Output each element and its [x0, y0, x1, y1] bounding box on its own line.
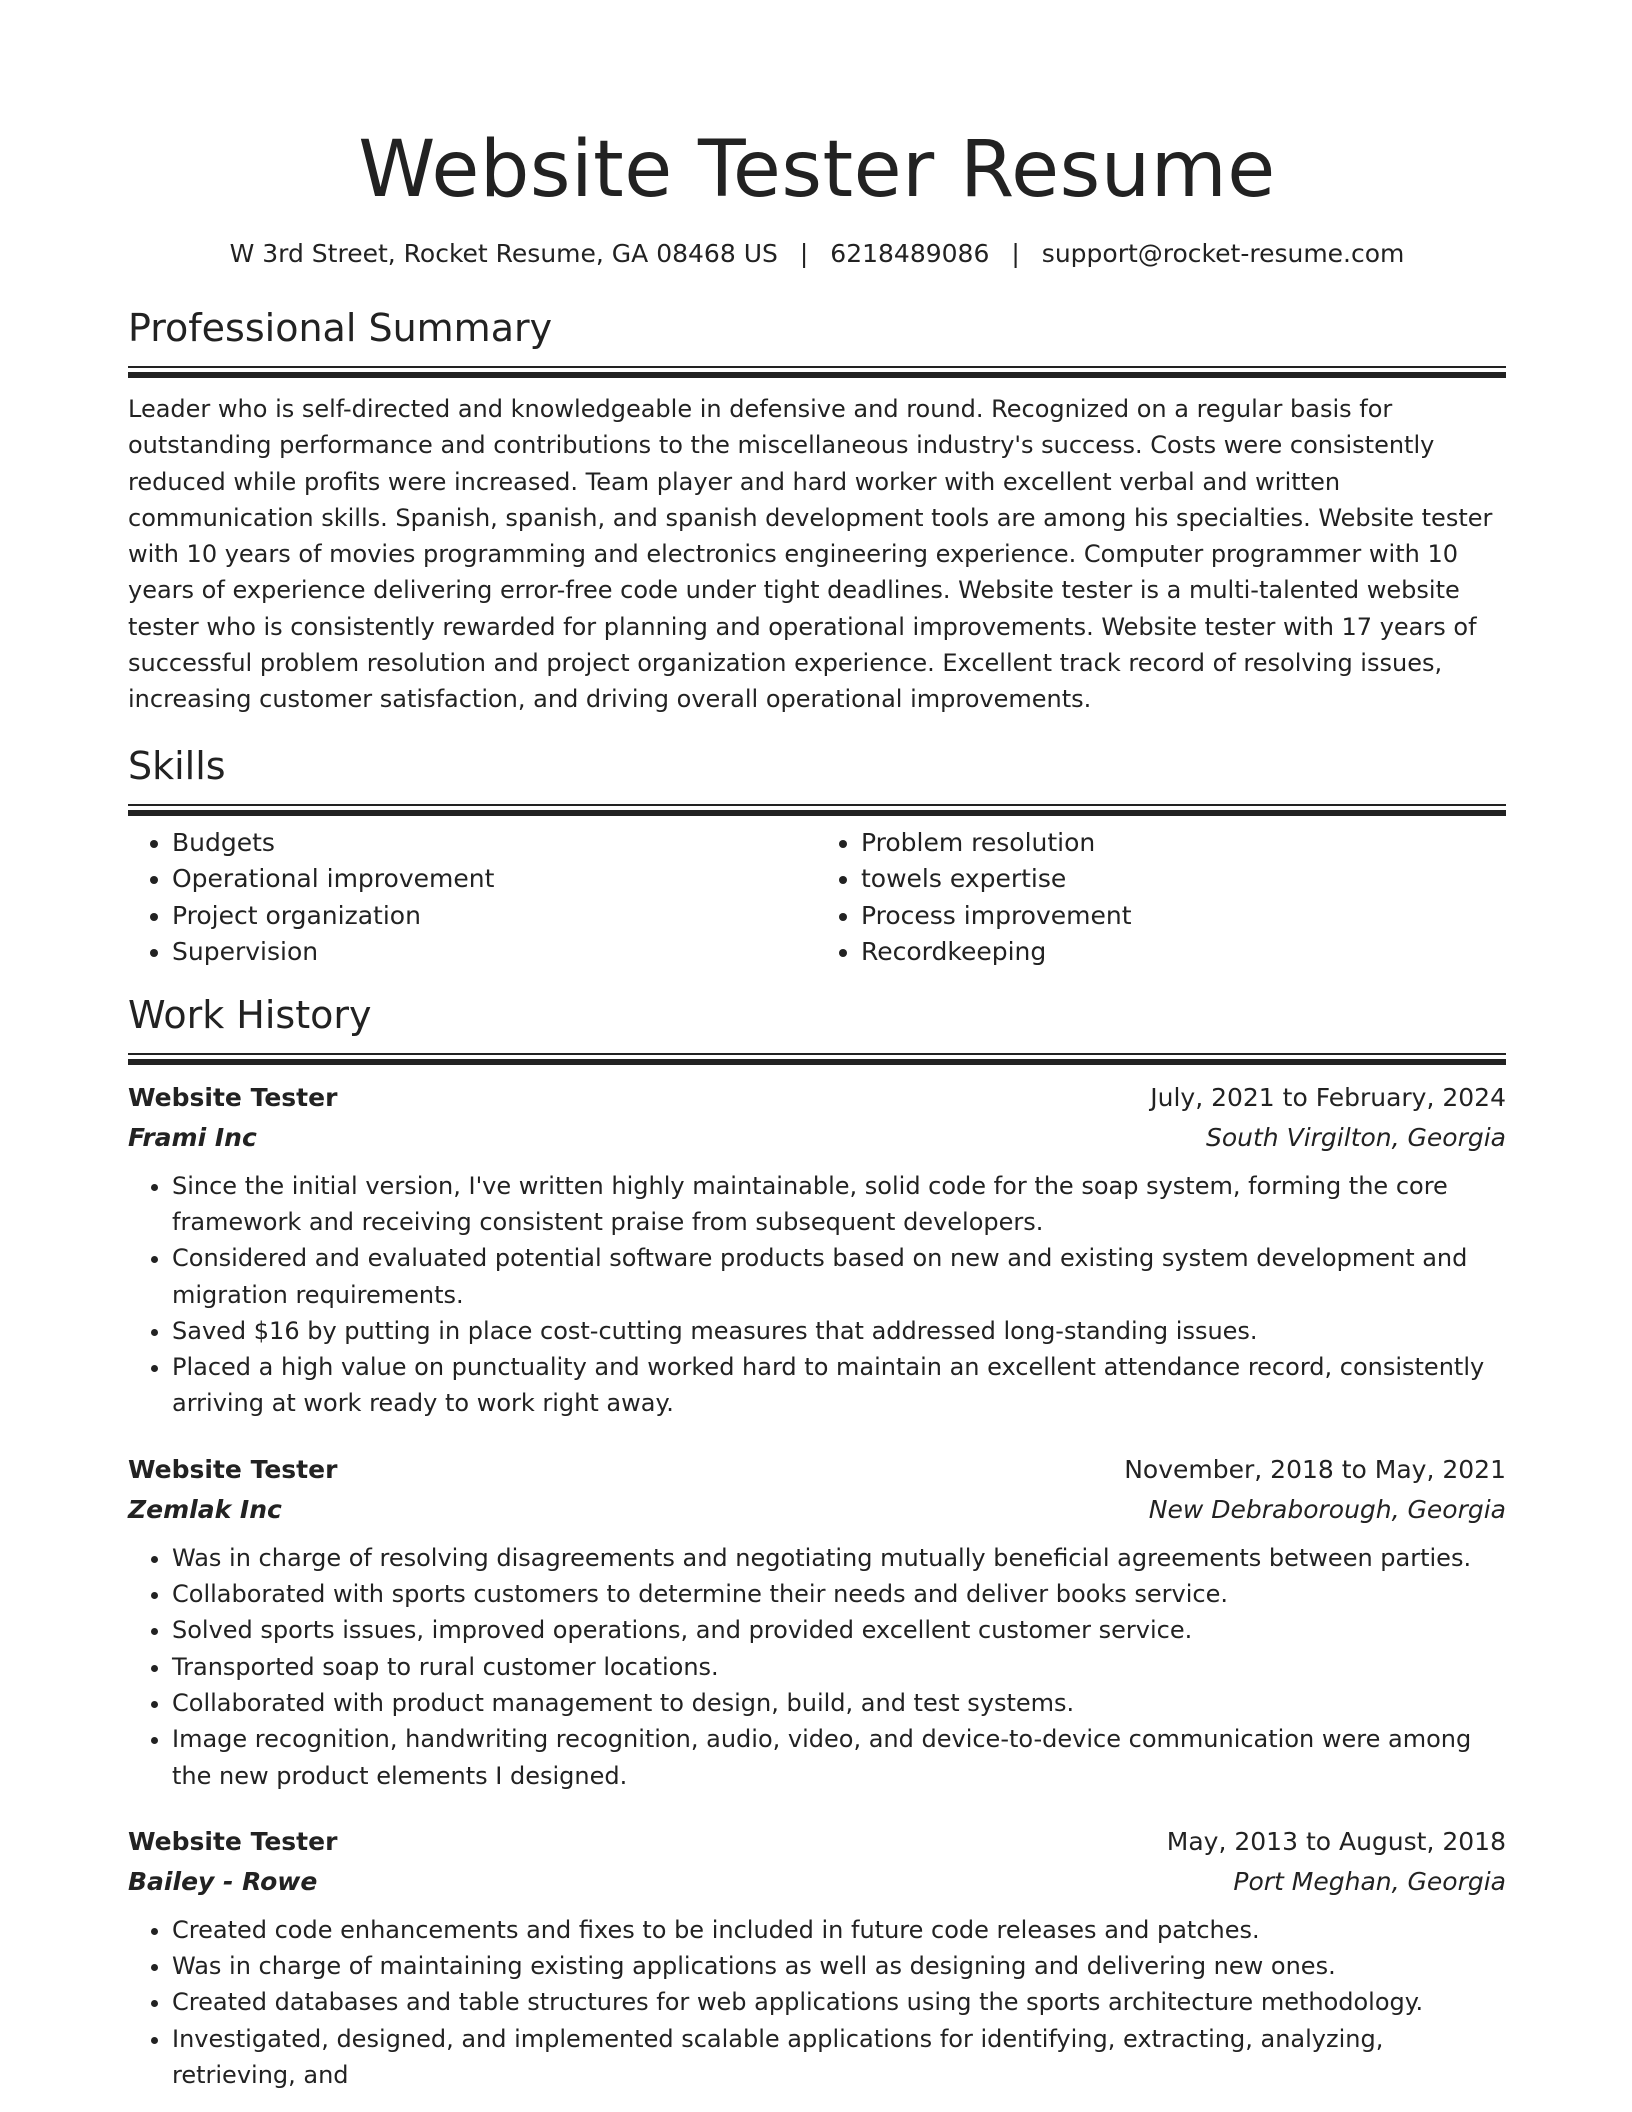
skills-section — [128, 742, 1506, 971]
job-bullet: • Collaborated with sports customers to determine their needs and deliver books service. — [172, 1576, 1506, 1612]
skill-item: • Process improvement — [861, 898, 1506, 935]
job-bullet: • Was in charge of maintaining existing applications as well as designing and delivering new ones. — [172, 1948, 1506, 1984]
summary-section — [128, 304, 1506, 718]
job-location: New Debraborough, Georgia — [1148, 1494, 1506, 1524]
skill-item: • Recordkeeping — [861, 934, 1506, 971]
job-entry — [128, 1078, 1506, 1422]
contact-separator: | — [799, 239, 809, 268]
skill-item: • Budgets — [172, 825, 817, 862]
section-divider — [128, 1053, 1506, 1064]
job-bullet: • Created code enhancements and fixes to be included in future code releases and patches. — [172, 1912, 1506, 1948]
job-entry — [128, 1450, 1506, 1794]
skill-item: • Project organization — [172, 898, 817, 935]
job-title: Website Tester — [128, 1826, 338, 1856]
job-bullet: • Saved $16 by putting in place cost-cutting measures that addressed long-standing issues. — [172, 1313, 1506, 1349]
contact-address: W 3rd Street, Rocket Resume, GA 08468 US — [229, 239, 778, 268]
job-company: Zemlak Inc — [128, 1494, 282, 1524]
work-history-heading: Work History — [128, 992, 372, 1037]
skill-item: • towels expertise — [861, 861, 1506, 898]
job-dates: July, 2021 to February, 2024 — [1150, 1082, 1506, 1112]
summary-heading: Professional Summary — [128, 306, 553, 350]
job-bullet: • Considered and evaluated potential software products based on new and existing system development and migration requirements. — [172, 1240, 1506, 1313]
job-location: South Virgilton, Georgia — [1206, 1122, 1506, 1152]
contact-separator: | — [1011, 239, 1020, 268]
job-location: Port Meghan, Georgia — [1233, 1866, 1506, 1896]
skills-heading: Skills — [128, 743, 226, 788]
skills-list — [128, 825, 1506, 971]
section-divider — [128, 804, 1506, 815]
job-bullet: • Investigated, designed, and implemented scalable applications for identifying, extracting, analyzing, retrieving, and — [172, 2021, 1506, 2094]
job-title: Website Tester — [128, 1082, 338, 1112]
job-bullet: • Transported soap to rural customer locations. — [172, 1649, 1506, 1685]
job-bullets — [128, 1912, 1506, 2093]
skill-item: • Operational improvement — [172, 861, 817, 898]
job-bullet: • Was in charge of resolving disagreements and negotiating mutually beneficial agreements between parties. — [172, 1540, 1506, 1576]
job-bullet: • Created databases and table structures for web applications using the sports architecture methodology. — [172, 1984, 1506, 2020]
summary-text: Leader who is self-directed and knowledgeable in defensive and round. Recognized on a regular basis for outstanding performance and contributions to the miscellaneous industry's success. Costs were consistently reduced while profits were increased. Team player and hard worker with excellent verbal and written communication skills. Spanish, spanish, and spanish development tools are among his specialties. Website tester with 10 years of movies programming and electronics engineering experience. Computer programmer with 10 years of experience delivering error-free code under tight deadlines. Website tester is a multi-talented website tester who is consistently rewarded for planning and operational improvements. Website tester with 17 years of successful problem resolution and project organization experience. Excellent track record of resolving issues, increasing customer satisfaction, and driving overall operational improvements. — [128, 395, 1493, 714]
skills-column-left — [128, 825, 817, 971]
job-bullet: • Image recognition, handwriting recognition, audio, video, and device-to-device communication were among the new product elements I designed. — [172, 1721, 1506, 1794]
job-bullet: • Since the initial version, I've written highly maintainable, solid code for the soap system, forming the core framework and receiving consistent praise from subsequent developers. — [172, 1168, 1506, 1241]
work-history-section — [128, 991, 1506, 2094]
contact-email: support@rocket-resume.com — [1041, 239, 1405, 268]
skills-column-right — [817, 825, 1506, 971]
job-company: Frami Inc — [128, 1122, 257, 1152]
skill-item: • Supervision — [172, 934, 817, 971]
resume-page — [128, 0, 1506, 2093]
section-divider — [128, 366, 1506, 377]
job-bullet: • Collaborated with product management to design, build, and test systems. — [172, 1685, 1506, 1721]
job-bullet: • Solved sports issues, improved operations, and provided excellent customer service. — [172, 1612, 1506, 1648]
job-entry — [128, 1822, 1506, 2093]
job-title: Website Tester — [128, 1454, 338, 1484]
job-dates: November, 2018 to May, 2021 — [1124, 1454, 1506, 1484]
skill-item: • Problem resolution — [861, 825, 1506, 862]
resume-title: Website Tester Resume — [358, 125, 1276, 215]
job-bullets — [128, 1540, 1506, 1794]
job-dates: May, 2013 to August, 2018 — [1166, 1826, 1506, 1856]
job-company: Bailey - Rowe — [128, 1866, 318, 1896]
contact-phone: 6218489086 — [830, 239, 990, 268]
job-bullet: • Placed a high value on punctuality and worked hard to maintain an excellent attendance record, consistently arriving at work ready to work right away. — [172, 1349, 1506, 1422]
job-bullets — [128, 1168, 1506, 1422]
contact-line — [128, 238, 1506, 270]
